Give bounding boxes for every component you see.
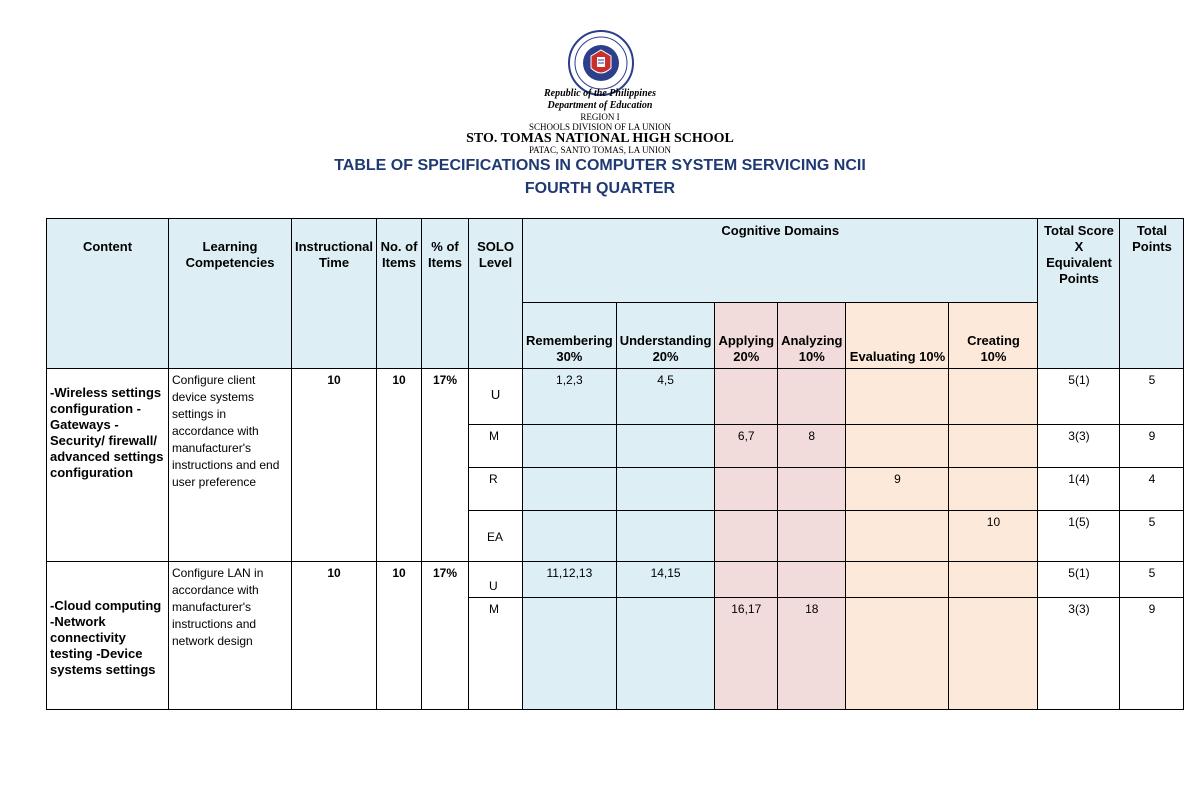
analyzing-cell [778,369,846,425]
analyzing-cell: 8 [778,425,846,468]
col-applying: Applying 20% [715,303,778,369]
time-cell: 10 [292,369,377,562]
applying-cell [715,468,778,511]
specifications-table [46,218,1184,710]
solo-cell: U [469,369,523,425]
region-line: REGION I [580,112,620,122]
competency-cell: Configure LAN in accordance with manufacturer's instructions and network design [169,562,292,710]
solo-cell: EA [469,511,523,562]
understanding-cell: 14,15 [616,562,715,598]
solo-cell: R [469,468,523,511]
evaluating-cell [846,562,949,598]
creating-cell [949,425,1038,468]
school-address: PATAC, SANTO TOMAS, LA UNION [529,145,671,155]
understanding-cell [616,511,715,562]
col-solo-level: SOLO Level [469,219,523,369]
percent-cell: 17% [422,369,469,562]
col-percent-items: % of Items [422,219,469,369]
remembering-cell [523,468,617,511]
creating-cell [949,562,1038,598]
table-row [47,369,1184,425]
evaluating-cell [846,425,949,468]
evaluating-cell [846,511,949,562]
republic-line: Republic of the Philippines [544,88,656,99]
points-cell: 5 [1120,511,1184,562]
creating-cell [949,598,1038,710]
remembering-cell [523,511,617,562]
score-cell: 5(1) [1038,562,1120,598]
evaluating-cell [846,369,949,425]
evaluating-cell: 9 [846,468,949,511]
items-cell: 10 [377,562,422,710]
content-cell: -Cloud computing -Network connectivity testing -Device systems settings [47,562,169,710]
applying-cell: 16,17 [715,598,778,710]
division-line: SCHOOLS DIVISION OF LA UNION [528,122,671,132]
col-evaluating: Evaluating 10% [846,303,949,369]
col-content: Content [47,219,169,369]
col-competencies: Learning Competencies [169,219,292,369]
points-cell: 5 [1120,369,1184,425]
col-cognitive-domains: Cognitive Domains [523,219,1038,303]
col-instructional-time: Instructional Time [292,219,377,369]
col-creating: Creating 10% [949,303,1038,369]
creating-cell [949,369,1038,425]
content-cell: -Wireless settings configuration -Gateways -Security/ firewall/ advanced settings configuration [47,369,169,562]
competency-cell: Configure client device systems settings in accordance with manufacturer's instructions and end user preference [169,369,292,562]
score-cell: 3(3) [1038,598,1120,710]
table-row [47,562,1184,598]
analyzing-cell [778,468,846,511]
time-cell: 10 [292,562,377,710]
col-analyzing: Analyzing 10% [778,303,846,369]
score-cell: 5(1) [1038,369,1120,425]
evaluating-cell [846,598,949,710]
deped-seal [568,30,634,96]
creating-cell [949,468,1038,511]
percent-cell: 17% [422,562,469,710]
points-cell: 9 [1120,598,1184,710]
understanding-cell [616,425,715,468]
score-cell: 1(4) [1038,468,1120,511]
understanding-cell [616,468,715,511]
applying-cell: 6,7 [715,425,778,468]
understanding-cell: 4,5 [616,369,715,425]
points-cell: 4 [1120,468,1184,511]
col-total-points: Total Points [1120,219,1184,369]
solo-cell: M [469,598,523,710]
understanding-cell [616,598,715,710]
col-no-items: No. of Items [377,219,422,369]
applying-cell [715,369,778,425]
applying-cell [715,562,778,598]
score-cell: 1(5) [1038,511,1120,562]
department-line: Department of Education [547,100,653,111]
document-title: TABLE OF SPECIFICATIONS IN COMPUTER SYSTEM SERVICING NCII [334,157,866,174]
col-understanding: Understanding 20% [616,303,715,369]
score-cell: 3(3) [1038,425,1120,468]
analyzing-cell [778,562,846,598]
solo-cell: U [469,562,523,598]
points-cell: 9 [1120,425,1184,468]
analyzing-cell: 18 [778,598,846,710]
creating-cell: 10 [949,511,1038,562]
school-name: STO. TOMAS NATIONAL HIGH SCHOOL [466,131,734,146]
col-total-score: Total Score X Equivalent Points [1038,219,1120,369]
points-cell: 5 [1120,562,1184,598]
col-remembering: Remembering 30% [523,303,617,369]
remembering-cell: 11,12,13 [523,562,617,598]
remembering-cell [523,425,617,468]
applying-cell [715,511,778,562]
remembering-cell: 1,2,3 [523,369,617,425]
remembering-cell [523,598,617,710]
solo-cell: M [469,425,523,468]
document-subtitle: FOURTH QUARTER [524,180,676,197]
analyzing-cell [778,511,846,562]
items-cell: 10 [377,369,422,562]
